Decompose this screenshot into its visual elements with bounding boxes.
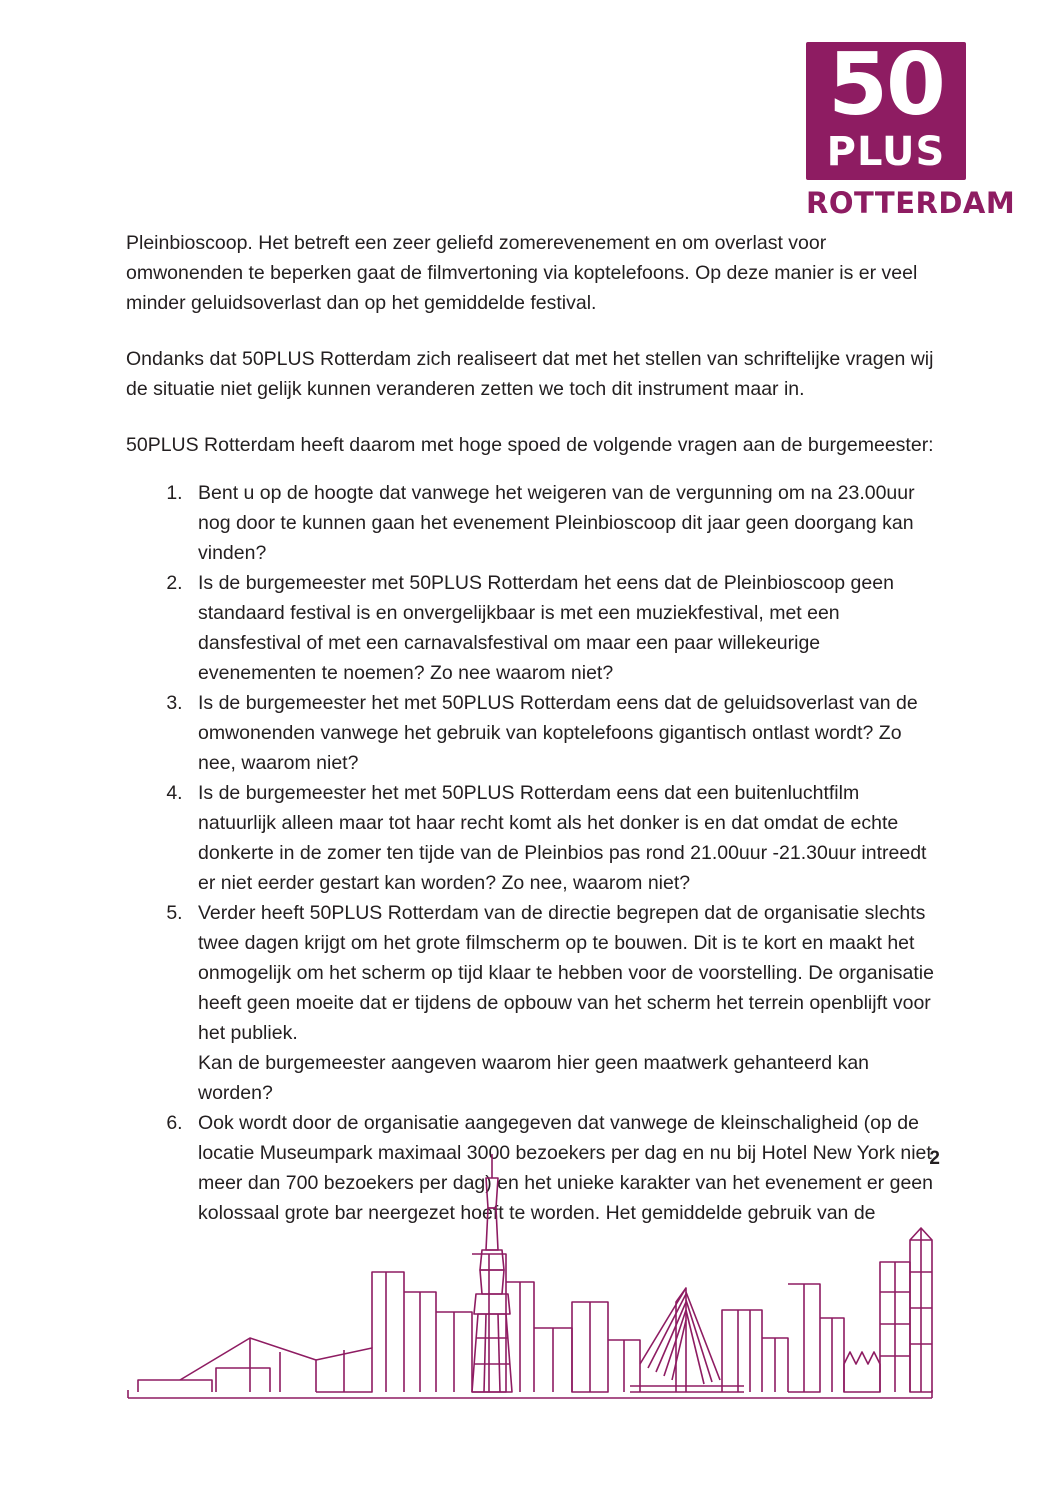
question-text: 4. Is de burgemeester het met 50PLUS Rotterdam eens dat een buitenluchtfilm natuurlijk alleen maar tot haar recht komt als het donker is en dat omdat de echte donkerte in de zomer ten tijde van de Pleinbios pas rond 21.00uur -21.30uur intreedt er niet eerder gestart kan worden? Zo nee, waarom niet? bbox=[198, 782, 927, 894]
list-item bbox=[188, 568, 938, 688]
paragraph-context: Ondanks dat 50PLUS Rotterdam zich realiseert dat met het stellen van schriftelijke vragen wij de situatie niet gelijk kunnen veranderen zetten we toch dit instrument maar in. bbox=[126, 348, 934, 400]
logo-badge bbox=[806, 35, 966, 180]
list-item bbox=[188, 478, 938, 568]
question-text: 3. Is de burgemeester het met 50PLUS Rotterdam eens dat de geluidsoverlast van de omwonenden vanwege het gebruik van koptelefoons gigantisch ontlast wordt? Zo nee, waarom niet? bbox=[198, 692, 918, 774]
document-body bbox=[126, 228, 938, 1228]
list-item bbox=[188, 898, 938, 1108]
question-text: 1. Bent u op de hoogte dat vanwege het weigeren van de vergunning om na 23.00uur nog door te kunnen gaan het evenement Pleinbioscoop dit jaar geen doorgang kan vinden? bbox=[198, 482, 915, 564]
question-text: 6. Ook wordt door de organisatie aangegeven dat vanwege de kleinschaligheid (op de locatie Museumpark maximaal 3000 bezoekers per dag en nu bij Hotel New York niet meer dan 700 bezoekers per dag) en het unieke karakter van het evenement er geen kolossaal grote bar neergezet hoeft te worden. Het gemiddelde gebruik van de bbox=[198, 1112, 933, 1224]
question-text: 2. Is de burgemeester met 50PLUS Rotterdam het eens dat de Pleinbioscoop geen standaard festival is en onvergelijkbaar is met een muziekfestival, met een dansfestival of met een carnavalsfestival om maar een paar willekeurige evenementen te noemen? Zo nee waarom niet? bbox=[198, 572, 894, 684]
question-followup: Kan de burgemeester aangeven waarom hier geen maatwerk gehanteerd kan worden? bbox=[198, 1052, 870, 1104]
logo-plus-text: PLUS bbox=[826, 129, 946, 175]
question-text: 5. Verder heeft 50PLUS Rotterdam van de directie begrepen dat de organisatie slechts twee dagen krijgt om het grote filmscherm op te bouwen. Dit is te kort en maakt het onmogelijk om het scherm op tijd klaar te hebben voor de voorstelling. De organisatie heeft geen moeite dat er tijdens de opbouw van het scherm het terrein openblijft voor het publiek. bbox=[198, 902, 934, 1044]
list-item bbox=[188, 688, 938, 778]
list-item bbox=[188, 778, 938, 898]
page-number: 2 bbox=[929, 1148, 940, 1169]
rotterdam-skyline-illustration bbox=[120, 1142, 940, 1412]
logo-number: 50 bbox=[828, 35, 944, 135]
logo-50plus-rotterdam bbox=[806, 35, 1016, 220]
question-list bbox=[126, 478, 938, 1228]
paragraph-intro: Pleinbioscoop. Het betreft een zeer geliefd zomerevenement en om overlast voor omwonenden te beperken gaat de filmvertoning via koptelefoons. Op deze manier is er veel minder geluidsoverlast dan op het gemiddelde festival. bbox=[126, 232, 918, 314]
logo-city-text: ROTTERDAM bbox=[806, 186, 1016, 220]
paragraph-lead-in: 50PLUS Rotterdam heeft daarom met hoge spoed de volgende vragen aan de burgemeester: bbox=[126, 434, 934, 456]
